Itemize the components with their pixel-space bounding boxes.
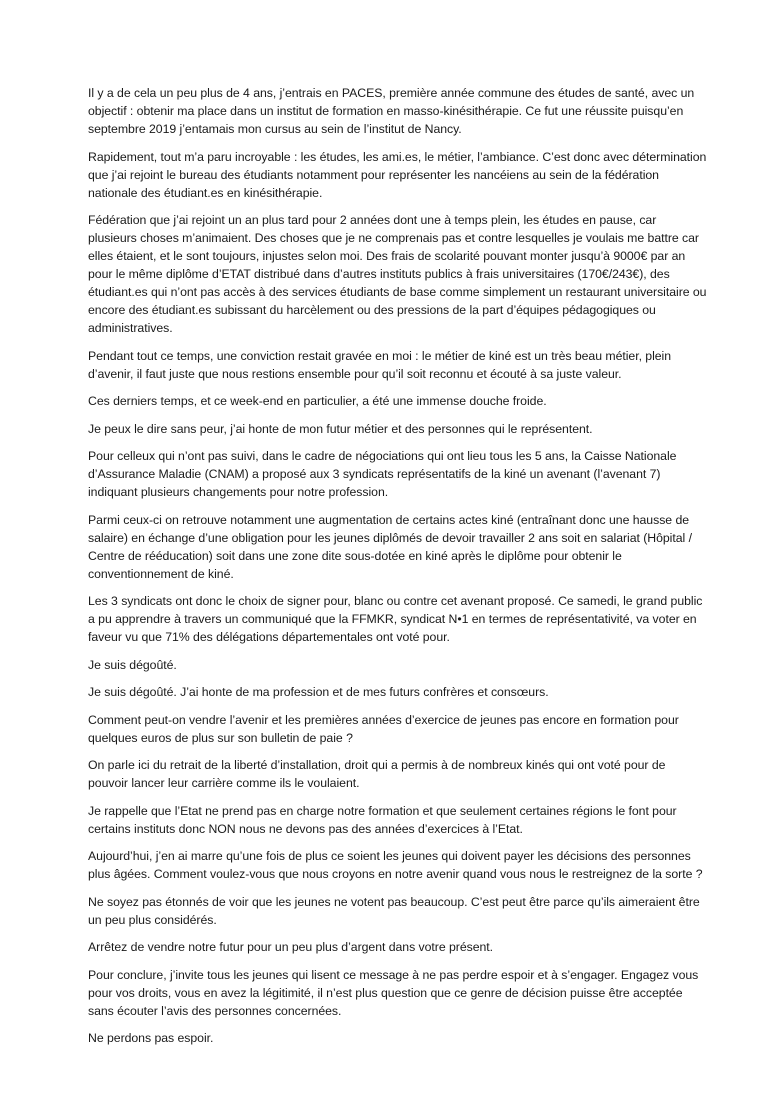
paragraph: Pendant tout ce temps, une conviction restait gravée en moi : le métier de kiné est un très beau métier, plein d’avenir, il faut juste que nous restions ensemble pour qu’il soit reconnu et écouté à sa juste valeur.	[88, 348, 672, 381]
paragraph: Je suis dégoûté. J’ai honte de ma profession et de mes futurs confrères et consœurs.	[88, 685, 549, 699]
paragraph: Je peux le dire sans peur, j’ai honte de mon futur métier et des personnes qui le représentent.	[88, 421, 593, 436]
paragraph: Il y a de cela un peu plus de 4 ans, j’entrais en PACES, première année commune des études de santé, avec un objectif : obtenir ma place dans un institut de formation en masso-kinésithérapie. Ce fut une réussite puisqu’en septembre 2019 j’entamais mon cursus au sein de l’institut de Nancy.	[88, 86, 695, 136]
paragraph: Parmi ceux-ci on retrouve notamment une augmentation de certains actes kiné (entraînant donc une hausse de salaire) en échange d’une obligation pour les jeunes diplômés de devoir travailler 2 ans soit en salariat (Hôpital / Centre de rééducation) soit dans une zone dite sous-dotée en kiné après le diplôme pour obtenir le conventionnement de kiné.	[88, 512, 692, 581]
paragraph: Pour conclure, j’invite tous les jeunes qui lisent ce message à ne pas perdre espoir et à s’engager. Engagez vous pour vos droits, vous en avez la légitimité, il n’est plus question que ce genre de décision puisse être acceptée sans écouter l’avis des personnes concernées.	[88, 967, 699, 1018]
paragraph: Ces derniers temps, et ce week-end en particulier, a été une immense douche froide.	[88, 394, 547, 408]
paragraph: Ne perdons pas espoir.	[88, 1031, 214, 1045]
paragraph: Je suis dégoûté.	[88, 657, 177, 672]
paragraph: Ne soyez pas étonnés de voir que les jeunes ne votent pas beaucoup. C’est peut être parce qu’ils aimeraient être un peu plus considérés.	[88, 894, 700, 927]
paragraph: Comment peut-on vendre l’avenir et les premières années d’exercice de jeunes pas encore en formation pour quelques euros de plus sur son bulletin de paie ?	[88, 712, 679, 745]
paragraph: Arrêtez de vendre notre futur pour un peu plus d’argent dans votre présent.	[88, 940, 494, 954]
paragraph: Je rappelle que l’Etat ne prend pas en charge notre formation et que seulement certaines régions le font pour certains instituts donc NON nous ne devons pas des années d’exercices à l’Etat.	[88, 803, 677, 836]
paragraph: Fédération que j’ai rejoint un an plus tard pour 2 années dont une à temps plein, les études en pause, car plusieurs choses m’animaient. Des choses que je ne comprenais pas et contre lesquelles je voulais me battre car elles étaient, et le sont toujours, injustes selon moi. Des frais de scolarité pouvant monter jusqu’à 9000€ par an pour le même diplôme d’ETAT distribué dans d’autres instituts publics à frais universitaires (170€/243€), des étudiant.es qui n’ont pas accès à des services étudiants de base comme simplement un restaurant universitaire ou encore des étudiant.es subissant du harcèlement ou des pressions de la part d’équipes pédagogiques ou administratives.	[88, 213, 707, 335]
letter-body	[88, 84, 708, 1057]
paragraph: Pour celleux qui n’ont pas suivi, dans le cadre de négociations qui ont lieu tous les 5 ans, la Caisse Nationale d’Assurance Maladie (CNAM) a proposé aux 3 syndicats représentatifs de la kiné un avenant (l’avenant 7) indiquant plusieurs changements pour notre profession.	[88, 449, 677, 499]
paragraph: On parle ici du retrait de la liberté d’installation, droit qui a permis à de nombreux kinés qui ont voté pour de pouvoir lancer leur carrière comme ils le voulaient.	[88, 758, 666, 790]
paragraph: Rapidement, tout m’a paru incroyable : les études, les ami.es, le métier, l’ambiance. C’est donc avec détermination que j’ai rejoint le bureau des étudiants notamment pour représenter les nancéiens au sein de la fédération nationale des étudiant.es en kinésithérapie.	[88, 149, 707, 200]
paragraph: Aujourd’hui, j’en ai marre qu’une fois de plus ce soient les jeunes qui doivent payer les décisions des personnes plus âgées. Comment voulez-vous que nous croyons en notre avenir quand vous nous le restreignez de la sorte ?	[88, 849, 703, 881]
paragraph: Les 3 syndicats ont donc le choix de signer pour, blanc ou contre cet avenant proposé. Ce samedi, le grand public a pu apprendre à travers un communiqué que la FFMKR, syndicat N•1 en termes de représentativité, va voter en faveur vu que 71% des délégations départementales ont voté pour.	[88, 594, 703, 644]
